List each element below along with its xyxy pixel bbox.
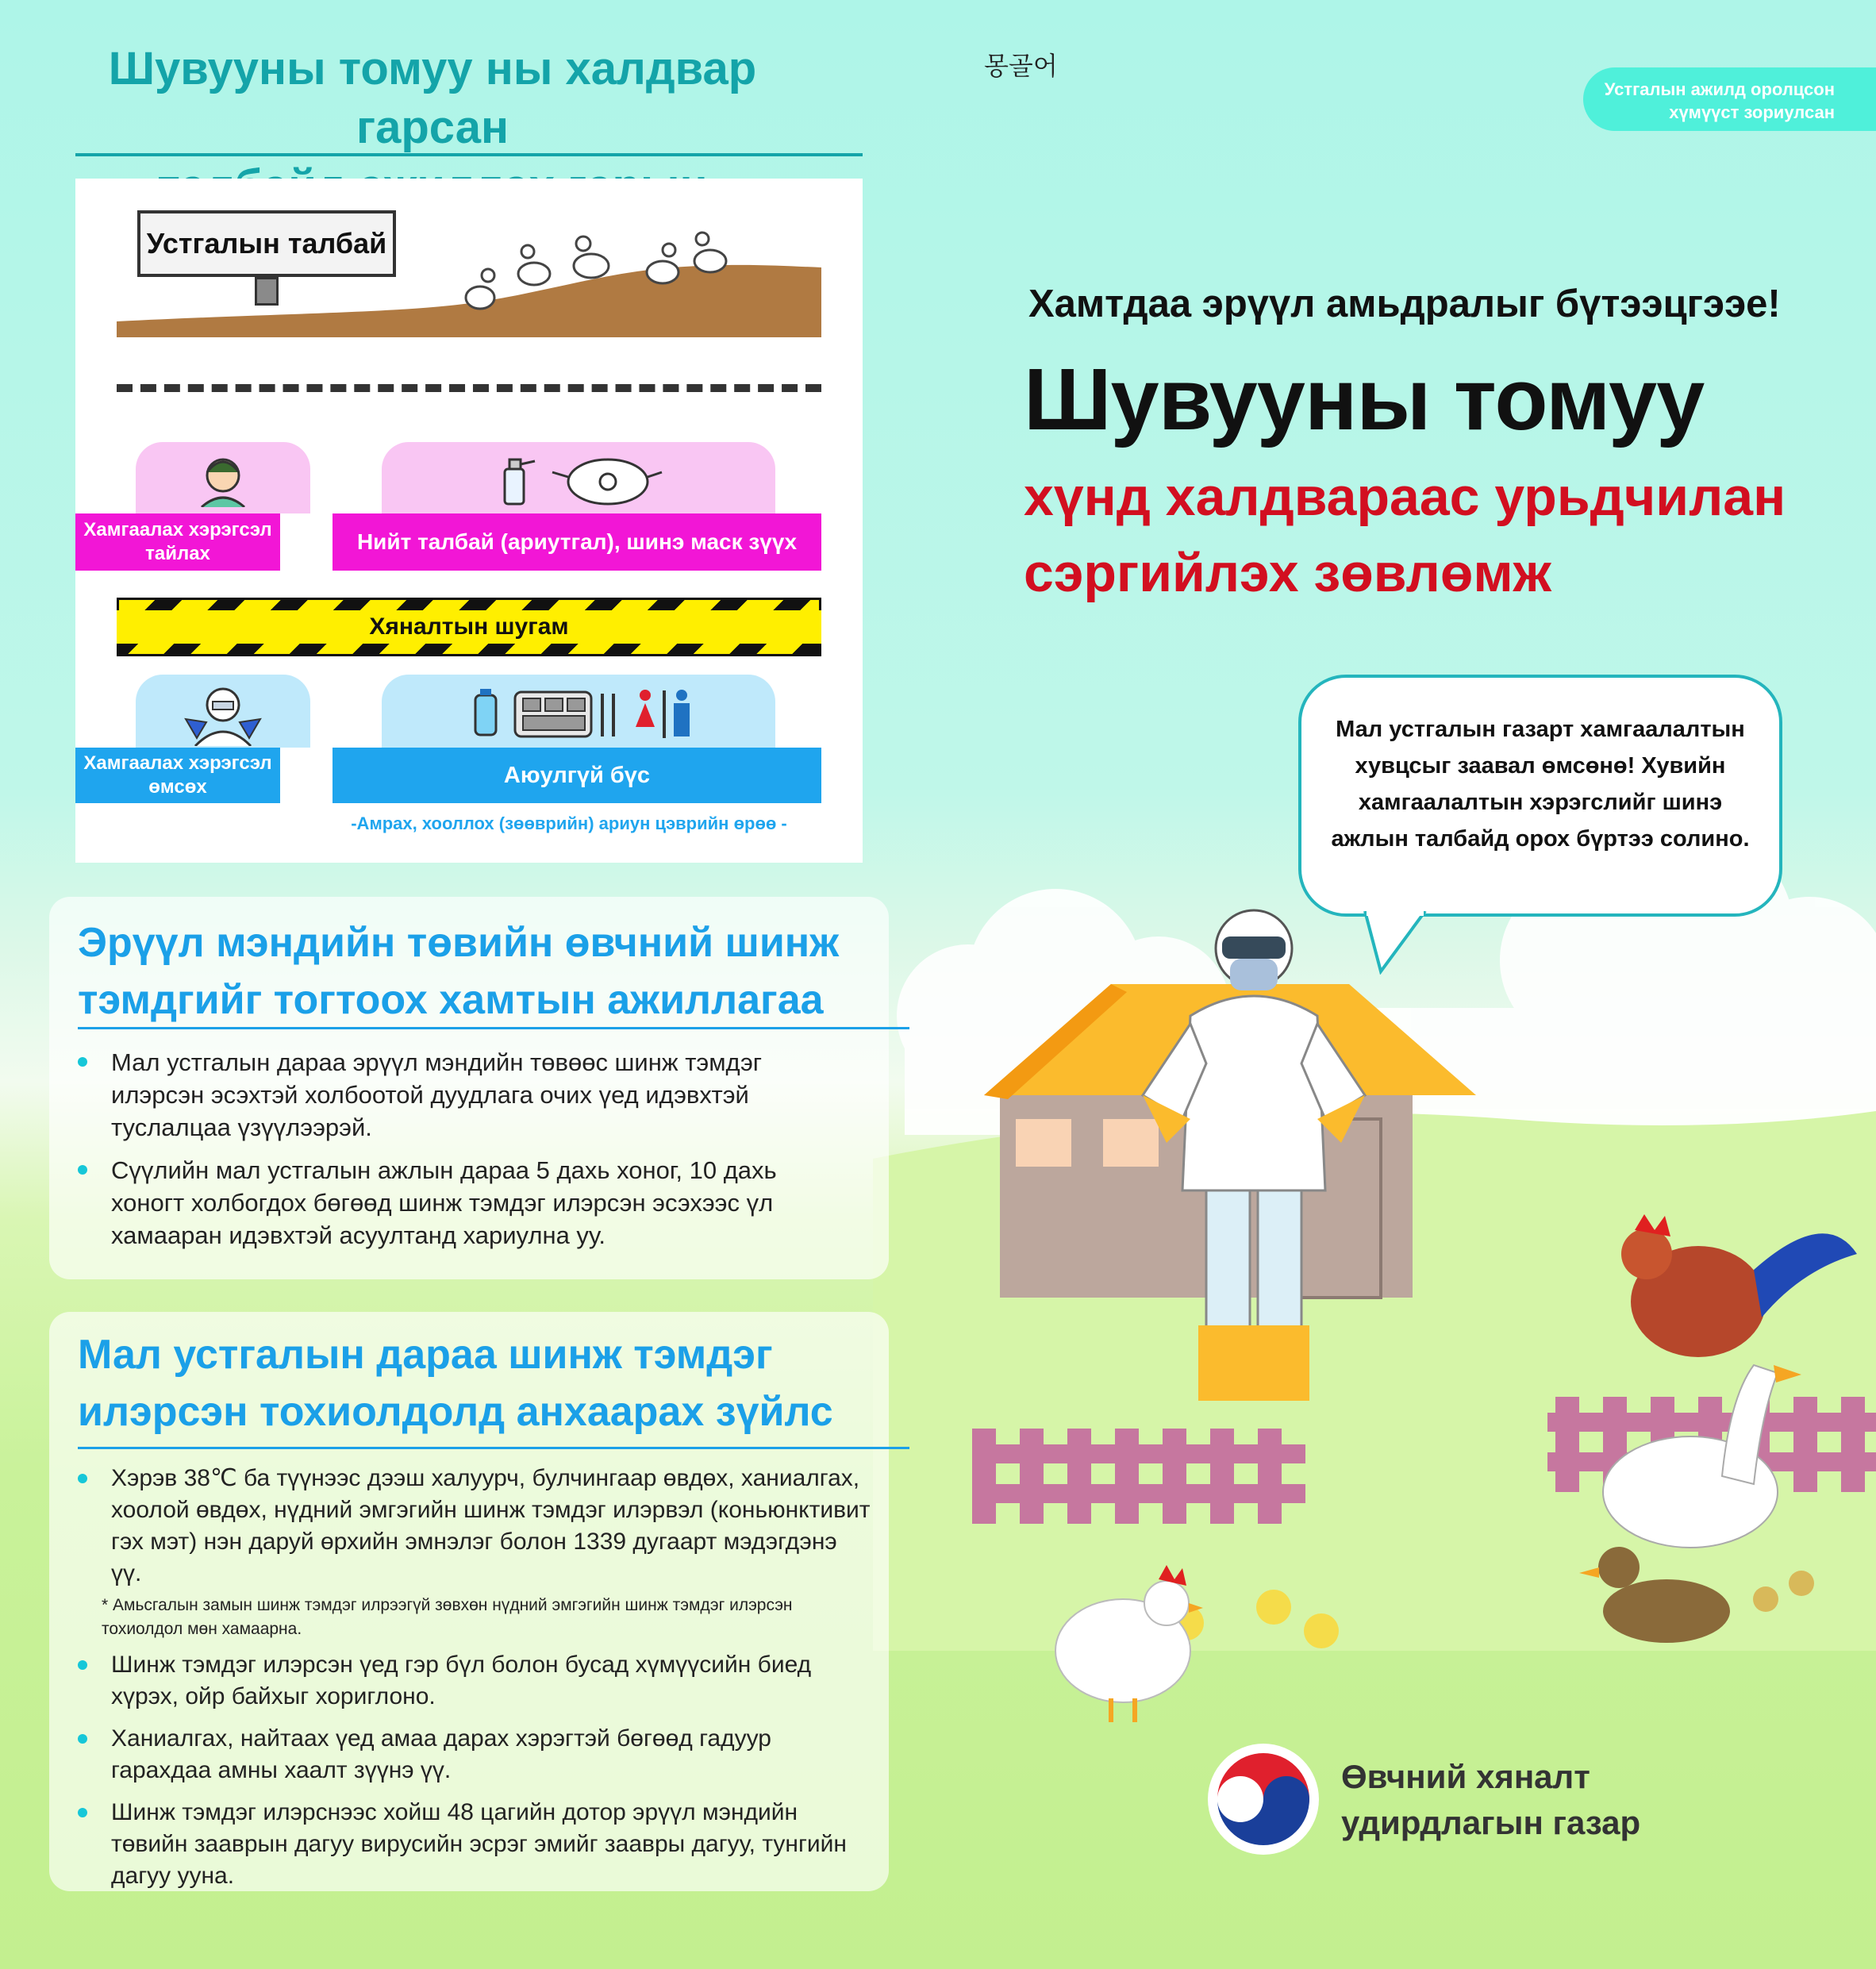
symptoms-heading-rule xyxy=(78,1447,909,1449)
disinfection-area xyxy=(382,442,775,513)
cooperation-heading-line2: тэмдгийг тогтоох хамтын ажиллагаа xyxy=(78,977,824,1023)
slogan: Хамтдаа эрүүл амьдралыг бүтээцгээе! xyxy=(1028,283,1781,325)
language-label: 몽골어 xyxy=(984,52,1058,80)
guide-title-divider xyxy=(75,153,863,156)
speech-bubble: Мал устгалын газарт хамгаалалтын хувцсыг заавал өмсөнө! Хувийн хамгаалалтын хэрэгслийг шинэ ажлын талбайд орох бүртээ солино. xyxy=(1298,675,1782,917)
sub-title-line2: сэргийлэх зөвлөмж xyxy=(1024,543,1551,603)
zone-diagram xyxy=(75,179,863,863)
safe-zone-area xyxy=(382,675,775,748)
symptoms-bullet-2: Шинж тэмдэг илэрсэн үед гэр бүл болон бусад хүмүүсийн биед хүрэх, ойр байхыг хориглоно. xyxy=(78,1649,871,1713)
remove-ppe-label: Хамгаалах хэрэгсэл тайлах xyxy=(75,513,280,571)
guide-title-line1: Шувууны томуу ны халдвар гарсан xyxy=(108,43,757,153)
symptoms-list xyxy=(78,1463,871,1902)
birds-on-hill-icon xyxy=(464,226,798,329)
cooperation-heading-line1: Эрүүл мэндийн төвийн өвчний шинж xyxy=(78,920,840,966)
symptoms-bullet-3: Ханиалгах, найтаах үед амаа дарах хэрэгтэй бөгөөд гадуур гарахдаа амны хаалт зүүнэ үү. xyxy=(78,1723,871,1786)
culling-site-sign: Устгалын талбай xyxy=(137,210,396,277)
speech-bubble-tail xyxy=(1362,911,1433,975)
farm-scene-illustration xyxy=(873,857,1876,1651)
wear-ppe-area xyxy=(136,675,310,748)
cooperation-card xyxy=(49,897,889,1279)
cooperation-heading xyxy=(78,914,871,1029)
cooperation-bullet-2: Сүүлийн мал устгалын ажлын дараа 5 дахь хоног, 10 дахь хоногт холбогдох бөгөөд шинж тэмдэг илэрсэн эсэхээс үл хамааран идэвхтэй асуултанд хариулна уу. xyxy=(78,1154,840,1252)
worker-face-icon xyxy=(195,452,251,507)
sprayer-and-mask-icon xyxy=(497,453,663,509)
control-line-label: Хяналтын шугам xyxy=(117,610,821,644)
audience-badge xyxy=(1583,67,1876,131)
protective-suit-icon xyxy=(179,683,267,746)
agency-line1: Өвчний хяналт xyxy=(1341,1758,1590,1795)
symptoms-heading xyxy=(78,1326,871,1440)
symptoms-footnote: * Амьсгалын замын шинж тэмдэг илрээгүй зөвхөн нүдний эмгэгийн шинж тэмдэг илэрсэн тохиолдол мөн хамаарна. xyxy=(102,1596,793,1638)
remove-ppe-area xyxy=(136,442,310,513)
boundary-dashed-line xyxy=(117,384,821,392)
government-emblem-logo xyxy=(1206,1742,1321,1856)
rest-area-note: -Амрах, хооллох (зөөврийн) ариун цэврийн өрөө - xyxy=(351,813,787,833)
agency-line2: удирдлагын газар xyxy=(1341,1804,1641,1841)
cooperation-list xyxy=(78,1046,840,1262)
symptoms-bullet-1: Хэрэв 38℃ ба түүнээс дээш халуурч, булчингаар өвдөх, ханиалгах, хоолой өвдөх, нүдний эмгэгийн шинж тэмдэг илэрвэл (коньюнктивит гэх мэт) нэн даруй өрхийн эмнэлэг болон 1339 дугаарт мэдэгдэнэ үү. xyxy=(78,1463,871,1590)
symptoms-heading-line1: Мал устгалын дараа шинж тэмдэг xyxy=(78,1332,773,1378)
symptoms-heading-line2: илэрсэн тохиолдолд анхаарах зүйлс xyxy=(78,1389,833,1435)
main-title: Шувууны томуу xyxy=(1024,351,1705,448)
symptoms-bullet-4: Шинж тэмдэг илэрснээс хойш 48 цагийн дотор эрүүл мэндийн төвийн зааврын дагуу вирусийн эсрэг эмийг заавры дагуу, тунгийн дагуу ууна. xyxy=(78,1797,871,1892)
sign-post xyxy=(255,277,279,306)
audience-line1: Устгалын ажилд оролцсон xyxy=(1604,79,1835,99)
disinfect-mask-label: Нийт талбай (ариутгал), шинэ маск зүүх xyxy=(333,513,821,571)
sub-title xyxy=(1024,459,1786,611)
sub-title-line1: хүнд халдвараас урьдчилан xyxy=(1024,467,1786,527)
white-hen-icon xyxy=(1048,1556,1206,1730)
symptoms-card xyxy=(49,1312,889,1891)
cooperation-heading-rule xyxy=(78,1027,909,1029)
wear-ppe-label: Хамгаалах хэрэгсэл өмсөх xyxy=(75,748,280,803)
audience-line2: хүмүүст зориулсан xyxy=(1669,102,1835,122)
safe-zone-label: Аюулгүй бүс xyxy=(333,748,821,803)
water-food-restroom-icon xyxy=(469,684,699,741)
cooperation-bullet-1: Мал устгалын дараа эрүүл мэндийн төвөөс шинж тэмдэг илэрсэн эсэхтэй холбоотой дуудлага очих үед идэвхтэй туслалцаа үзүүлээрэй. xyxy=(78,1046,840,1144)
agency-name xyxy=(1341,1754,1640,1846)
